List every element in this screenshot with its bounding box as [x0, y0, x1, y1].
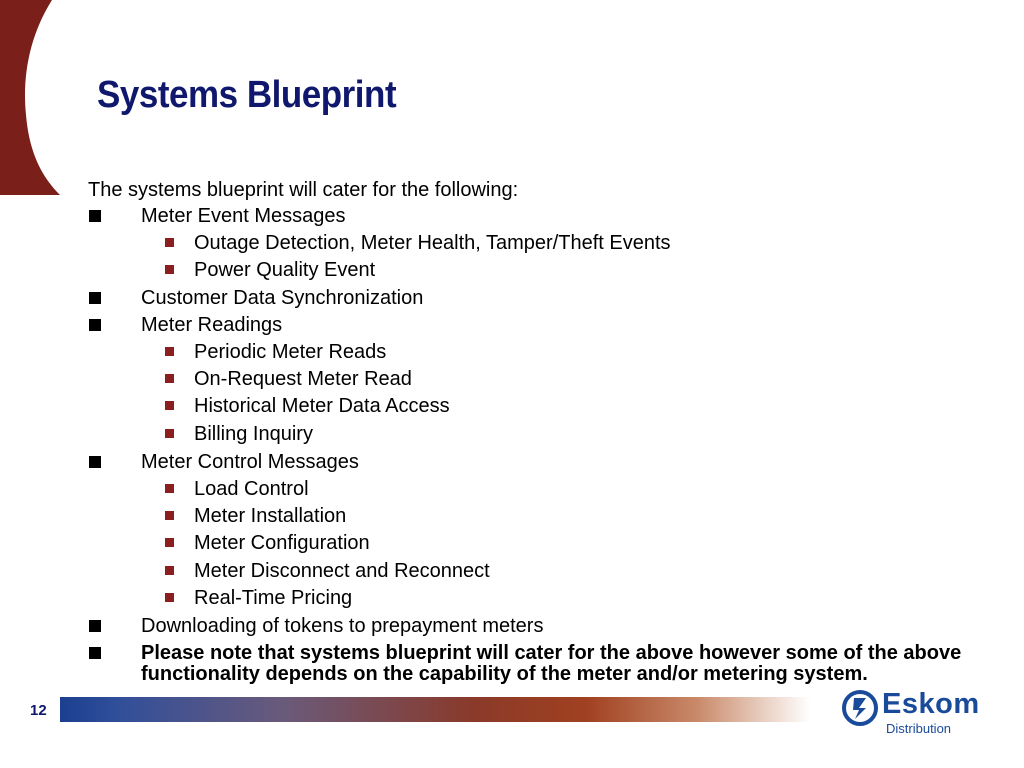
intro-text: The systems blueprint will cater for the following:	[88, 179, 519, 201]
footer-bar	[60, 697, 810, 722]
slide-title: Systems Blueprint	[97, 74, 397, 116]
eskom-logo-icon	[842, 690, 878, 726]
logo-subtitle: Distribution	[886, 721, 952, 736]
square-bullet-icon	[89, 292, 101, 304]
sub-list-item: Real-Time Pricing	[194, 587, 353, 609]
small-square-bullet-icon	[165, 538, 174, 547]
small-square-bullet-icon	[165, 265, 174, 274]
small-square-bullet-icon	[165, 347, 174, 356]
small-square-bullet-icon	[165, 238, 174, 247]
list-item: Meter Readings	[141, 314, 283, 336]
square-bullet-icon	[89, 456, 101, 468]
sub-list-item: Historical Meter Data Access	[194, 395, 450, 417]
sub-list-item: Meter Installation	[194, 505, 347, 527]
logo-name: Eskom	[882, 688, 980, 720]
small-square-bullet-icon	[165, 484, 174, 493]
sub-list-item: Periodic Meter Reads	[194, 341, 387, 363]
sub-list-item: Power Quality Event	[194, 259, 376, 281]
sub-list-item: Billing Inquiry	[194, 423, 313, 445]
small-square-bullet-icon	[165, 401, 174, 410]
square-bullet-icon	[89, 319, 101, 331]
list-item: Downloading of tokens to prepayment meters	[141, 615, 544, 637]
note-text: Please note that systems blueprint will cater for the above however some of the above functionality depends on the capability of the meter and/or metering system.	[141, 642, 962, 685]
small-square-bullet-icon	[165, 511, 174, 520]
list-item: Customer Data Synchronization	[141, 287, 424, 309]
sub-list-item: Meter Disconnect and Reconnect	[194, 560, 490, 582]
square-bullet-icon	[89, 647, 101, 659]
sub-list-item: On-Request Meter Read	[194, 368, 412, 390]
sub-list-item: Load Control	[194, 478, 309, 500]
square-bullet-icon	[89, 620, 101, 632]
corner-decoration	[0, 0, 70, 195]
list-item: Meter Event Messages	[141, 205, 346, 227]
page-number: 12	[30, 702, 47, 719]
list-item: Meter Control Messages	[141, 451, 359, 473]
square-bullet-icon	[89, 210, 101, 222]
small-square-bullet-icon	[165, 374, 174, 383]
sub-list-item: Outage Detection, Meter Health, Tamper/Theft Events	[194, 232, 671, 254]
sub-list-item: Meter Configuration	[194, 532, 370, 554]
small-square-bullet-icon	[165, 593, 174, 602]
small-square-bullet-icon	[165, 566, 174, 575]
eskom-logo	[842, 690, 982, 740]
small-square-bullet-icon	[165, 429, 174, 438]
